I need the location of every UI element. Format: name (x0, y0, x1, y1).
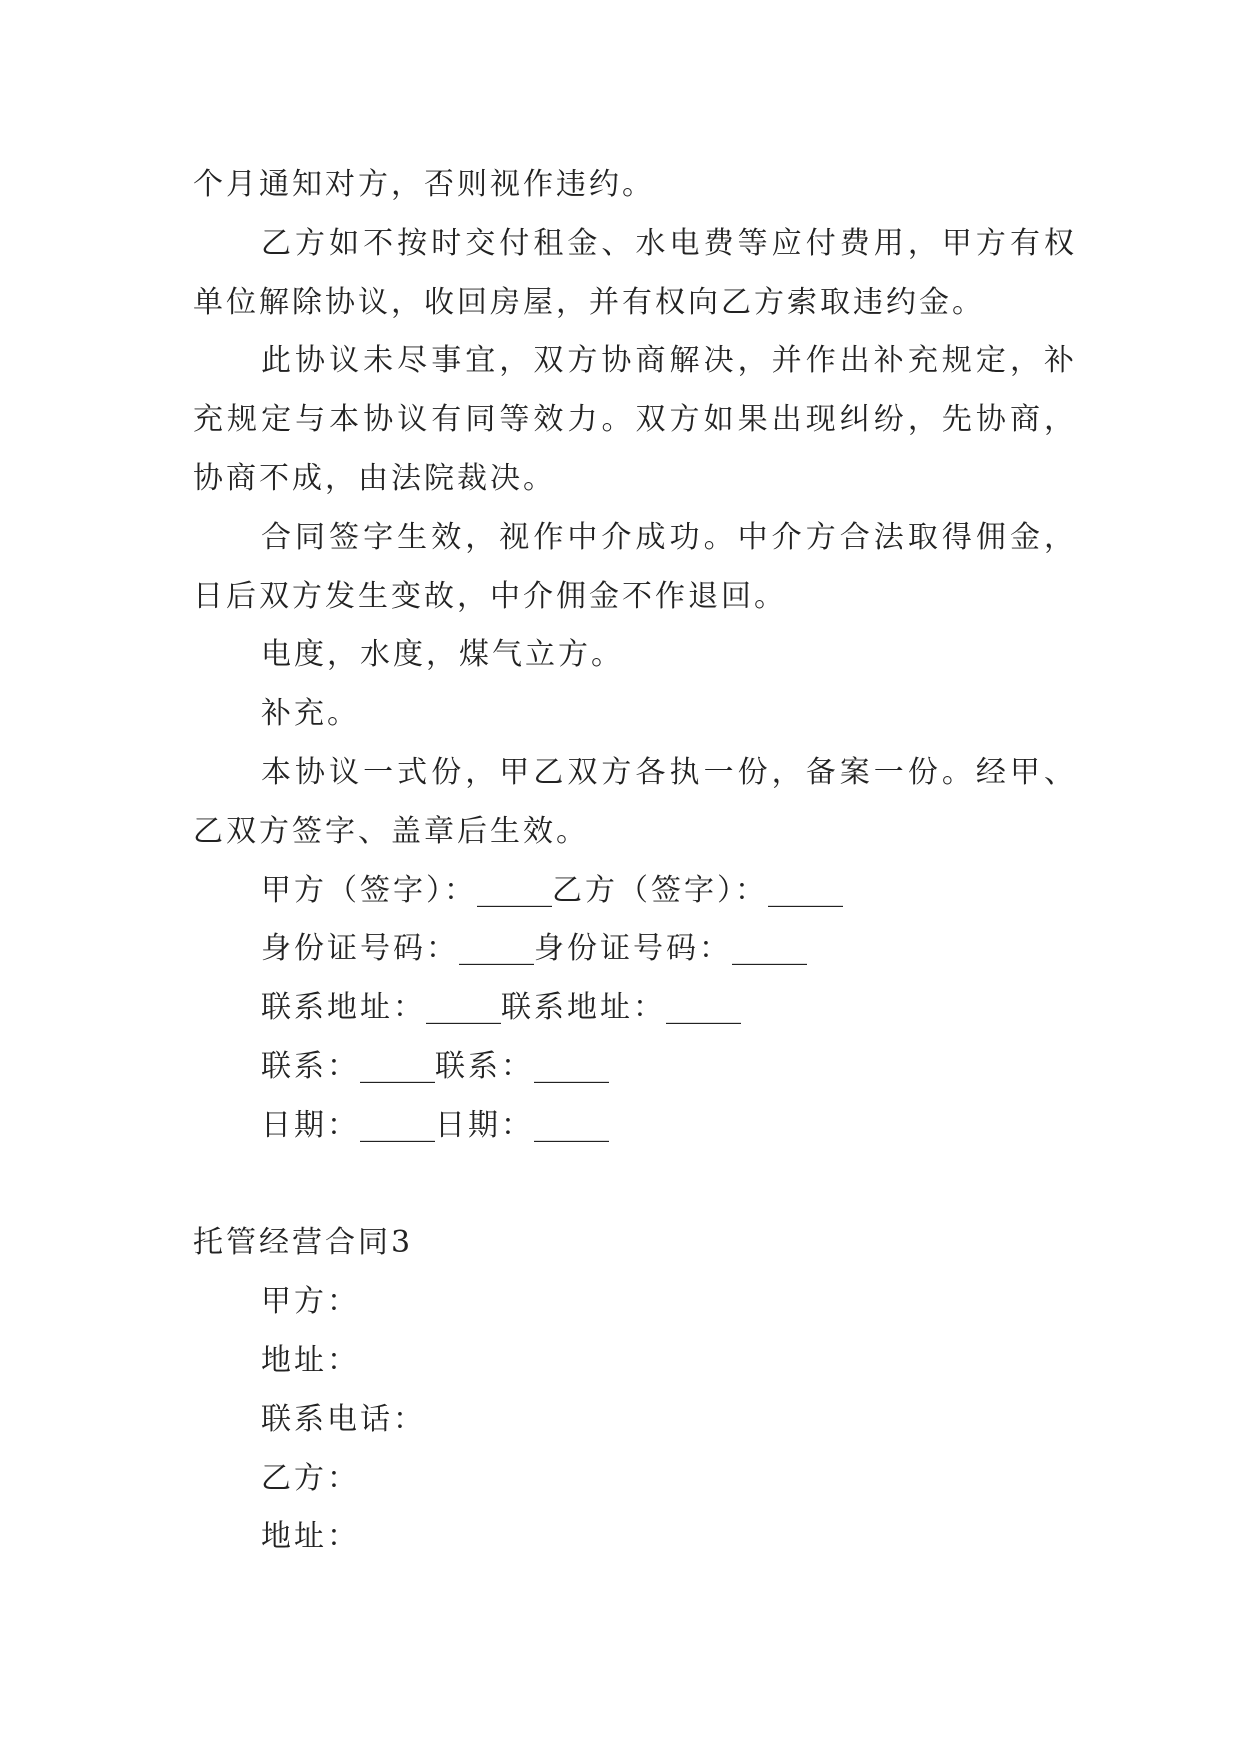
party-b-blank: _____ (534, 1107, 609, 1143)
party-b-blank: _____ (666, 990, 741, 1026)
paragraph-supplement (193, 685, 1077, 744)
party-b-label: 联系： (435, 1048, 534, 1084)
field-party-a: 甲方： (261, 1284, 360, 1320)
party-a-blank: _____ (426, 990, 501, 1026)
paragraph-continuation (193, 156, 1077, 215)
paragraph-line: 充规定与本协议有同等效力。双方如果出现纠纷，先协商， (193, 402, 1077, 438)
paragraph-line: 个月通知对方，否则视作违约。 (193, 167, 655, 202)
party-a-label: 身份证号码： (261, 931, 459, 967)
signature-row-signature (193, 862, 1077, 921)
party-b-blank: _____ (534, 1048, 609, 1084)
party-a-label: 联系地址： (261, 990, 426, 1026)
field-party-b: 乙方： (261, 1460, 360, 1496)
paragraph-line: 补充。 (261, 696, 360, 732)
next-contract-section (193, 1214, 1077, 1567)
signature-row-id-number (193, 920, 1077, 979)
paragraph-agency-commission (193, 509, 1077, 627)
paragraph-line: 本协议一式份，甲乙双方各执一份，备案一份。经甲、 (261, 754, 1077, 790)
field-address: 地址： (261, 1519, 360, 1555)
party-a-blank: _____ (360, 1048, 435, 1084)
signature-row-date (193, 1097, 1077, 1156)
party-a-blank: _____ (360, 1107, 435, 1143)
party-b-label: 联系地址： (501, 990, 666, 1026)
paragraph-meter-readings (193, 626, 1077, 685)
paragraph-line: 日后双方发生变故，中介佣金不作退回。 (193, 578, 787, 614)
paragraph-line: 电度，水度，煤气立方。 (261, 637, 624, 673)
contract-title: 托管经营合同3 (193, 1225, 414, 1261)
party-b-label: 身份证号码： (534, 931, 732, 967)
field-address: 地址： (261, 1342, 360, 1378)
signature-block (193, 862, 1077, 1156)
party-a-label: 甲方（签字）： (261, 872, 477, 908)
party-a-label: 联系： (261, 1048, 360, 1084)
party-a-label: 日期： (261, 1107, 360, 1143)
paragraph-line: 单位解除协议，收回房屋，并有权向乙方索取违约金。 (193, 284, 985, 320)
signature-row-contact (193, 1038, 1077, 1097)
paragraph-line: 乙双方签字、盖章后生效。 (193, 813, 589, 849)
party-a-blank: _____ (459, 931, 534, 967)
party-a-blank: _____ (477, 872, 552, 908)
party-b-label: 日期： (435, 1107, 534, 1143)
signature-row-address (193, 979, 1077, 1038)
paragraph-line: 合同签字生效，视作中介成功。中介方合法取得佣金， (261, 519, 1077, 555)
paragraph-line: 此协议未尽事宜，双方协商解决，并作出补充规定，补 (261, 343, 1077, 379)
paragraph-copies (193, 744, 1077, 862)
paragraph-late-payment (193, 215, 1077, 333)
paragraph-line: 协商不成，由法院裁决。 (193, 460, 556, 496)
paragraph-unresolved-matters (193, 332, 1077, 508)
blank-line (193, 1156, 1077, 1215)
field-phone: 联系电话： (261, 1401, 426, 1437)
party-b-blank: _____ (768, 872, 843, 908)
document-page (193, 156, 1077, 1567)
party-b-label: 乙方（签字）： (552, 872, 768, 908)
party-b-blank: _____ (732, 931, 807, 967)
paragraph-line: 乙方如不按时交付租金、水电费等应付费用，甲方有权 (261, 225, 1077, 261)
